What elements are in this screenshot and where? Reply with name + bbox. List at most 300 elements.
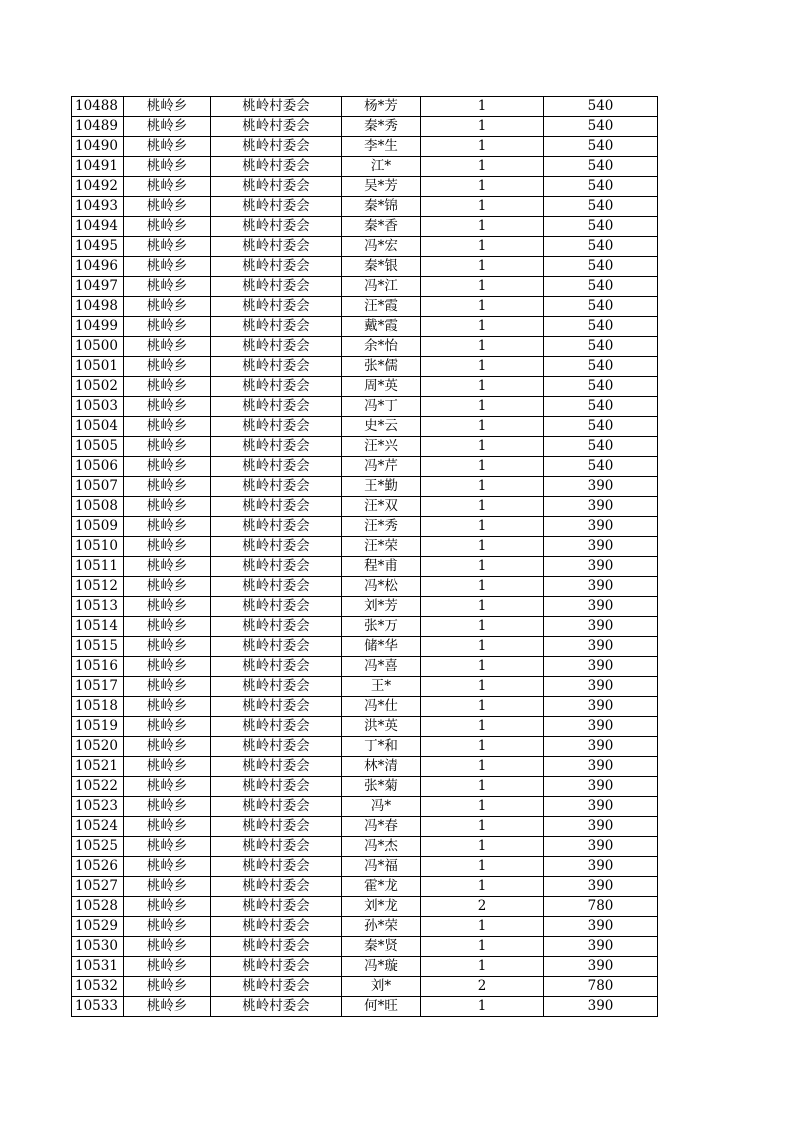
count-cell: 1	[421, 777, 544, 797]
township-cell: 桃岭乡	[124, 857, 211, 877]
record-id-cell: 10523	[72, 797, 124, 817]
count-cell: 1	[421, 97, 544, 117]
count-cell: 1	[421, 857, 544, 877]
village-committee-cell: 桃岭村委会	[211, 457, 342, 477]
record-id-cell: 10513	[72, 597, 124, 617]
record-id-cell: 10529	[72, 917, 124, 937]
village-committee-cell: 桃岭村委会	[211, 217, 342, 237]
township-cell: 桃岭乡	[124, 217, 211, 237]
amount-cell: 390	[544, 777, 658, 797]
village-committee-cell: 桃岭村委会	[211, 837, 342, 857]
name-cell: 冯*松	[342, 577, 421, 597]
table-row	[72, 437, 658, 457]
township-cell: 桃岭乡	[124, 897, 211, 917]
township-cell: 桃岭乡	[124, 417, 211, 437]
amount-cell: 780	[544, 977, 658, 997]
count-cell: 1	[421, 177, 544, 197]
table-row	[72, 677, 658, 697]
count-cell: 1	[421, 737, 544, 757]
count-cell: 1	[421, 917, 544, 937]
name-cell: 杨*芳	[342, 97, 421, 117]
name-cell: 冯*芹	[342, 457, 421, 477]
township-cell: 桃岭乡	[124, 977, 211, 997]
record-id-cell: 10488	[72, 97, 124, 117]
name-cell: 冯*江	[342, 277, 421, 297]
amount-cell: 390	[544, 957, 658, 977]
record-id-cell: 10532	[72, 977, 124, 997]
township-cell: 桃岭乡	[124, 497, 211, 517]
name-cell: 冯*福	[342, 857, 421, 877]
township-cell: 桃岭乡	[124, 397, 211, 417]
name-cell: 刘*芳	[342, 597, 421, 617]
table-row	[72, 497, 658, 517]
township-cell: 桃岭乡	[124, 657, 211, 677]
name-cell: 林*清	[342, 757, 421, 777]
amount-cell: 540	[544, 317, 658, 337]
amount-cell: 540	[544, 137, 658, 157]
name-cell: 史*云	[342, 417, 421, 437]
amount-cell: 390	[544, 577, 658, 597]
count-cell: 1	[421, 217, 544, 237]
table-row	[72, 797, 658, 817]
amount-cell: 540	[544, 437, 658, 457]
township-cell: 桃岭乡	[124, 697, 211, 717]
name-cell: 储*华	[342, 637, 421, 657]
amount-cell: 780	[544, 897, 658, 917]
record-id-cell: 10531	[72, 957, 124, 977]
name-cell: 秦*秀	[342, 117, 421, 137]
table-row	[72, 277, 658, 297]
table-row	[72, 177, 658, 197]
record-id-cell: 10528	[72, 897, 124, 917]
village-committee-cell: 桃岭村委会	[211, 97, 342, 117]
village-committee-cell: 桃岭村委会	[211, 477, 342, 497]
record-id-cell: 10500	[72, 337, 124, 357]
township-cell: 桃岭乡	[124, 297, 211, 317]
count-cell: 1	[421, 697, 544, 717]
village-committee-cell: 桃岭村委会	[211, 177, 342, 197]
table-row	[72, 697, 658, 717]
township-cell: 桃岭乡	[124, 597, 211, 617]
count-cell: 1	[421, 937, 544, 957]
village-committee-cell: 桃岭村委会	[211, 857, 342, 877]
township-cell: 桃岭乡	[124, 757, 211, 777]
township-cell: 桃岭乡	[124, 237, 211, 257]
village-committee-cell: 桃岭村委会	[211, 797, 342, 817]
village-committee-cell: 桃岭村委会	[211, 157, 342, 177]
count-cell: 1	[421, 477, 544, 497]
table-row	[72, 557, 658, 577]
village-committee-cell: 桃岭村委会	[211, 417, 342, 437]
name-cell: 汪*荣	[342, 537, 421, 557]
village-committee-cell: 桃岭村委会	[211, 337, 342, 357]
table-row	[72, 857, 658, 877]
record-id-cell: 10494	[72, 217, 124, 237]
name-cell: 汪*霞	[342, 297, 421, 317]
name-cell: 冯*璇	[342, 957, 421, 977]
amount-cell: 540	[544, 457, 658, 477]
amount-cell: 390	[544, 597, 658, 617]
amount-cell: 390	[544, 617, 658, 637]
township-cell: 桃岭乡	[124, 937, 211, 957]
name-cell: 江*	[342, 157, 421, 177]
township-cell: 桃岭乡	[124, 917, 211, 937]
record-id-cell: 10516	[72, 657, 124, 677]
township-cell: 桃岭乡	[124, 257, 211, 277]
count-cell: 1	[421, 377, 544, 397]
name-cell: 王*	[342, 677, 421, 697]
amount-cell: 540	[544, 417, 658, 437]
township-cell: 桃岭乡	[124, 817, 211, 837]
table-row	[72, 157, 658, 177]
township-cell: 桃岭乡	[124, 377, 211, 397]
village-committee-cell: 桃岭村委会	[211, 617, 342, 637]
township-cell: 桃岭乡	[124, 797, 211, 817]
table-row	[72, 537, 658, 557]
amount-cell: 390	[544, 497, 658, 517]
amount-cell: 390	[544, 517, 658, 537]
amount-cell: 390	[544, 697, 658, 717]
count-cell: 1	[421, 517, 544, 537]
count-cell: 1	[421, 837, 544, 857]
table-row	[72, 577, 658, 597]
township-cell: 桃岭乡	[124, 197, 211, 217]
amount-cell: 390	[544, 557, 658, 577]
record-id-cell: 10508	[72, 497, 124, 517]
count-cell: 1	[421, 397, 544, 417]
village-committee-cell: 桃岭村委会	[211, 897, 342, 917]
name-cell: 张*儒	[342, 357, 421, 377]
record-id-cell: 10490	[72, 137, 124, 157]
village-committee-cell: 桃岭村委会	[211, 557, 342, 577]
village-committee-cell: 桃岭村委会	[211, 757, 342, 777]
name-cell: 余*怡	[342, 337, 421, 357]
amount-cell: 390	[544, 857, 658, 877]
name-cell: 秦*银	[342, 257, 421, 277]
record-id-cell: 10498	[72, 297, 124, 317]
village-committee-cell: 桃岭村委会	[211, 777, 342, 797]
count-cell: 1	[421, 357, 544, 377]
table-row	[72, 637, 658, 657]
name-cell: 冯*喜	[342, 657, 421, 677]
record-id-cell: 10512	[72, 577, 124, 597]
count-cell: 1	[421, 817, 544, 837]
name-cell: 冯*	[342, 797, 421, 817]
village-committee-cell: 桃岭村委会	[211, 737, 342, 757]
township-cell: 桃岭乡	[124, 517, 211, 537]
name-cell: 王*勤	[342, 477, 421, 497]
amount-cell: 540	[544, 117, 658, 137]
table-row	[72, 717, 658, 737]
name-cell: 张*菊	[342, 777, 421, 797]
village-committee-cell: 桃岭村委会	[211, 397, 342, 417]
count-cell: 1	[421, 717, 544, 737]
table-row	[72, 117, 658, 137]
table-row	[72, 837, 658, 857]
record-id-cell: 10533	[72, 997, 124, 1017]
village-committee-cell: 桃岭村委会	[211, 517, 342, 537]
amount-cell: 540	[544, 357, 658, 377]
village-committee-cell: 桃岭村委会	[211, 537, 342, 557]
amount-cell: 390	[544, 477, 658, 497]
name-cell: 秦*贤	[342, 937, 421, 957]
village-committee-cell: 桃岭村委会	[211, 297, 342, 317]
village-committee-cell: 桃岭村委会	[211, 237, 342, 257]
record-id-cell: 10514	[72, 617, 124, 637]
township-cell: 桃岭乡	[124, 957, 211, 977]
amount-cell: 390	[544, 877, 658, 897]
table-row	[72, 877, 658, 897]
table-row	[72, 397, 658, 417]
name-cell: 程*甫	[342, 557, 421, 577]
township-cell: 桃岭乡	[124, 557, 211, 577]
name-cell: 李*生	[342, 137, 421, 157]
amount-cell: 390	[544, 737, 658, 757]
record-id-cell: 10519	[72, 717, 124, 737]
township-cell: 桃岭乡	[124, 677, 211, 697]
table-row	[72, 137, 658, 157]
table-row	[72, 517, 658, 537]
table-row	[72, 657, 658, 677]
village-committee-cell: 桃岭村委会	[211, 697, 342, 717]
amount-cell: 540	[544, 237, 658, 257]
village-committee-cell: 桃岭村委会	[211, 877, 342, 897]
table-row	[72, 997, 658, 1017]
village-committee-cell: 桃岭村委会	[211, 317, 342, 337]
count-cell: 1	[421, 417, 544, 437]
township-cell: 桃岭乡	[124, 717, 211, 737]
table-row	[72, 757, 658, 777]
amount-cell: 540	[544, 337, 658, 357]
township-cell: 桃岭乡	[124, 157, 211, 177]
count-cell: 1	[421, 337, 544, 357]
amount-cell: 390	[544, 817, 658, 837]
village-committee-cell: 桃岭村委会	[211, 817, 342, 837]
record-id-cell: 10510	[72, 537, 124, 557]
record-id-cell: 10499	[72, 317, 124, 337]
table-row	[72, 477, 658, 497]
amount-cell: 390	[544, 997, 658, 1017]
amount-cell: 390	[544, 797, 658, 817]
township-cell: 桃岭乡	[124, 637, 211, 657]
table-row	[72, 937, 658, 957]
count-cell: 1	[421, 317, 544, 337]
amount-cell: 390	[544, 537, 658, 557]
township-cell: 桃岭乡	[124, 97, 211, 117]
village-committee-cell: 桃岭村委会	[211, 637, 342, 657]
name-cell: 秦*锦	[342, 197, 421, 217]
amount-cell: 390	[544, 717, 658, 737]
count-cell: 1	[421, 757, 544, 777]
township-cell: 桃岭乡	[124, 357, 211, 377]
village-committee-cell: 桃岭村委会	[211, 277, 342, 297]
table-row	[72, 817, 658, 837]
data-table	[71, 96, 658, 1017]
table-row	[72, 957, 658, 977]
table-row	[72, 337, 658, 357]
record-id-cell: 10530	[72, 937, 124, 957]
count-cell: 1	[421, 137, 544, 157]
township-cell: 桃岭乡	[124, 477, 211, 497]
amount-cell: 540	[544, 257, 658, 277]
name-cell: 冯*杰	[342, 837, 421, 857]
table-row	[72, 897, 658, 917]
count-cell: 1	[421, 457, 544, 477]
name-cell: 张*万	[342, 617, 421, 637]
record-id-cell: 10489	[72, 117, 124, 137]
amount-cell: 390	[544, 677, 658, 697]
amount-cell: 540	[544, 197, 658, 217]
village-committee-cell: 桃岭村委会	[211, 197, 342, 217]
village-committee-cell: 桃岭村委会	[211, 497, 342, 517]
village-committee-cell: 桃岭村委会	[211, 257, 342, 277]
village-committee-cell: 桃岭村委会	[211, 357, 342, 377]
name-cell: 丁*和	[342, 737, 421, 757]
count-cell: 1	[421, 997, 544, 1017]
amount-cell: 540	[544, 97, 658, 117]
record-id-cell: 10525	[72, 837, 124, 857]
count-cell: 1	[421, 797, 544, 817]
name-cell: 孙*荣	[342, 917, 421, 937]
record-id-cell: 10526	[72, 857, 124, 877]
record-id-cell: 10515	[72, 637, 124, 657]
record-id-cell: 10527	[72, 877, 124, 897]
record-id-cell: 10492	[72, 177, 124, 197]
count-cell: 2	[421, 897, 544, 917]
township-cell: 桃岭乡	[124, 617, 211, 637]
village-committee-cell: 桃岭村委会	[211, 937, 342, 957]
record-id-cell: 10509	[72, 517, 124, 537]
township-cell: 桃岭乡	[124, 137, 211, 157]
record-id-cell: 10493	[72, 197, 124, 217]
count-cell: 1	[421, 957, 544, 977]
name-cell: 冯*仕	[342, 697, 421, 717]
township-cell: 桃岭乡	[124, 777, 211, 797]
record-id-cell: 10497	[72, 277, 124, 297]
name-cell: 刘*	[342, 977, 421, 997]
name-cell: 汪*秀	[342, 517, 421, 537]
count-cell: 1	[421, 637, 544, 657]
record-id-cell: 10495	[72, 237, 124, 257]
village-committee-cell: 桃岭村委会	[211, 117, 342, 137]
count-cell: 2	[421, 977, 544, 997]
township-cell: 桃岭乡	[124, 997, 211, 1017]
table-row	[72, 357, 658, 377]
record-id-cell: 10518	[72, 697, 124, 717]
amount-cell: 390	[544, 757, 658, 777]
township-cell: 桃岭乡	[124, 737, 211, 757]
count-cell: 1	[421, 657, 544, 677]
name-cell: 汪*兴	[342, 437, 421, 457]
table-row	[72, 237, 658, 257]
village-committee-cell: 桃岭村委会	[211, 437, 342, 457]
record-id-cell: 10491	[72, 157, 124, 177]
amount-cell: 540	[544, 297, 658, 317]
township-cell: 桃岭乡	[124, 577, 211, 597]
township-cell: 桃岭乡	[124, 317, 211, 337]
record-id-cell: 10502	[72, 377, 124, 397]
count-cell: 1	[421, 277, 544, 297]
township-cell: 桃岭乡	[124, 837, 211, 857]
table-row	[72, 417, 658, 437]
name-cell: 吴*芳	[342, 177, 421, 197]
amount-cell: 540	[544, 217, 658, 237]
name-cell: 何*旺	[342, 997, 421, 1017]
amount-cell: 390	[544, 837, 658, 857]
count-cell: 1	[421, 577, 544, 597]
amount-cell: 390	[544, 917, 658, 937]
amount-cell: 390	[544, 637, 658, 657]
record-id-cell: 10496	[72, 257, 124, 277]
table-row	[72, 977, 658, 997]
count-cell: 1	[421, 237, 544, 257]
name-cell: 霍*龙	[342, 877, 421, 897]
village-committee-cell: 桃岭村委会	[211, 657, 342, 677]
village-committee-cell: 桃岭村委会	[211, 997, 342, 1017]
name-cell: 秦*香	[342, 217, 421, 237]
count-cell: 1	[421, 497, 544, 517]
record-id-cell: 10506	[72, 457, 124, 477]
township-cell: 桃岭乡	[124, 457, 211, 477]
amount-cell: 540	[544, 277, 658, 297]
record-id-cell: 10504	[72, 417, 124, 437]
table-row	[72, 457, 658, 477]
township-cell: 桃岭乡	[124, 437, 211, 457]
count-cell: 1	[421, 677, 544, 697]
name-cell: 刘*龙	[342, 897, 421, 917]
count-cell: 1	[421, 297, 544, 317]
name-cell: 冯*春	[342, 817, 421, 837]
table-row	[72, 197, 658, 217]
name-cell: 汪*双	[342, 497, 421, 517]
table-row	[72, 617, 658, 637]
record-id-cell: 10501	[72, 357, 124, 377]
amount-cell: 540	[544, 377, 658, 397]
count-cell: 1	[421, 557, 544, 577]
record-id-cell: 10503	[72, 397, 124, 417]
village-committee-cell: 桃岭村委会	[211, 977, 342, 997]
count-cell: 1	[421, 537, 544, 557]
record-id-cell: 10505	[72, 437, 124, 457]
village-committee-cell: 桃岭村委会	[211, 597, 342, 617]
record-id-cell: 10511	[72, 557, 124, 577]
table-body	[72, 97, 658, 1017]
table-row	[72, 297, 658, 317]
count-cell: 1	[421, 157, 544, 177]
table-row	[72, 217, 658, 237]
record-id-cell: 10520	[72, 737, 124, 757]
township-cell: 桃岭乡	[124, 117, 211, 137]
table-row	[72, 737, 658, 757]
name-cell: 冯*宏	[342, 237, 421, 257]
village-committee-cell: 桃岭村委会	[211, 717, 342, 737]
name-cell: 冯*丁	[342, 397, 421, 417]
township-cell: 桃岭乡	[124, 537, 211, 557]
amount-cell: 540	[544, 157, 658, 177]
township-cell: 桃岭乡	[124, 337, 211, 357]
village-committee-cell: 桃岭村委会	[211, 677, 342, 697]
count-cell: 1	[421, 257, 544, 277]
count-cell: 1	[421, 617, 544, 637]
count-cell: 1	[421, 877, 544, 897]
township-cell: 桃岭乡	[124, 277, 211, 297]
record-id-cell: 10517	[72, 677, 124, 697]
record-id-cell: 10524	[72, 817, 124, 837]
table-row	[72, 917, 658, 937]
amount-cell: 540	[544, 177, 658, 197]
table-row	[72, 377, 658, 397]
amount-cell: 390	[544, 657, 658, 677]
